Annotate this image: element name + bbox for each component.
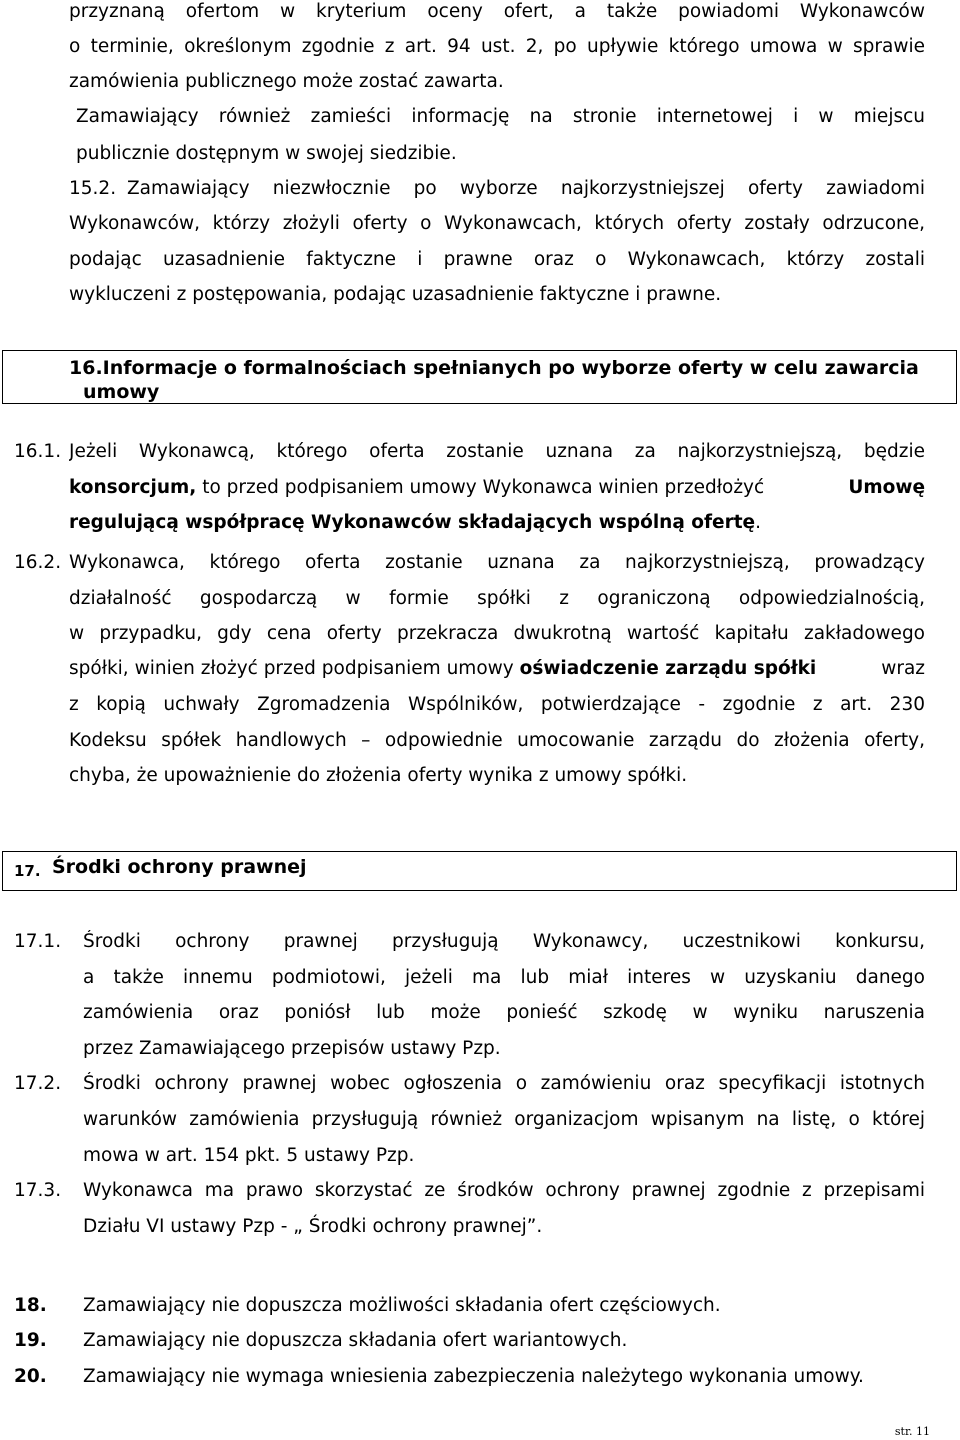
section-20-number: 20. bbox=[14, 1366, 47, 1387]
section-16-1-number: 16.1. bbox=[14, 441, 62, 462]
section-16-1-line-3 bbox=[69, 511, 761, 535]
intro-line-2: o terminie, określonym zgodnie z art. 94 ust. 2, po upływie którego umowa w sprawie bbox=[69, 36, 925, 57]
section-16-1-line-2 bbox=[69, 476, 925, 500]
section-15-2-line-4: wykluczeni z postępowania, podając uzasadnienie faktyczne i prawne. bbox=[69, 284, 722, 305]
section-17-1-line-4: przez Zamawiającego przepisów ustawy Pzp. bbox=[83, 1038, 501, 1059]
section-16-2-line-3: w przypadku, gdy cena oferty przekracza dwukrotną wartość kapitału zakładowego bbox=[69, 623, 925, 644]
section-17-2-line-1: Środki ochrony prawnej wobec ogłoszenia o zamówieniu oraz specyfikacji istotnych bbox=[83, 1073, 925, 1094]
section-18-text: Zamawiający nie dopuszcza możliwości składania ofert częściowych. bbox=[83, 1295, 721, 1316]
section-15-2-line-1: Zamawiający niezwłocznie po wyborze najkorzystniejszej oferty zawiadomi bbox=[127, 178, 925, 199]
section-16-1-line-1: Jeżeli Wykonawcą, którego oferta zostanie uznana za najkorzystniejszą, będzie bbox=[69, 441, 925, 462]
section-16-2-line-4-text: spółki, winien złożyć przed podpisaniem umowy bbox=[69, 658, 520, 679]
intro-line-1: przyznaną ofertom w kryterium oceny ofert, a także powiadomi Wykonawców bbox=[69, 1, 925, 22]
section-17-2-line-3: mowa w art. 154 pkt. 5 ustawy Pzp. bbox=[83, 1145, 415, 1166]
section-17-3-line-1: Wykonawca ma prawo skorzystać ze środków ochrony prawnej zgodnie z przepisami bbox=[83, 1180, 925, 1201]
section-16-2-line-2: działalność gospodarczą w formie spółki z ograniczoną odpowiedzialnością, bbox=[69, 588, 925, 609]
intro-line-5: publicznie dostępnym w swojej siedzibie. bbox=[76, 143, 457, 164]
section-17-2-line-2: warunków zamówienia przysługują również organizacjom wpisanym na listę, o której bbox=[83, 1109, 925, 1130]
section-16-1-line-2-text: to przed podpisaniem umowy Wykonawca winien przedłożyć bbox=[196, 477, 771, 498]
intro-line-4: Zamawiający również zamieści informację na stronie internetowej i w miejscu bbox=[76, 106, 925, 127]
agreement-term: Umowę bbox=[848, 477, 925, 498]
section-15-2-line-3: podając uzasadnienie faktyczne i prawne oraz o Wykonawcach, którzy zostali bbox=[69, 249, 925, 270]
page-number: str. 11 bbox=[894, 1425, 930, 1438]
section-16-2-line-6: Kodeksu spółek handlowych – odpowiednie umocowanie zarządu do złożenia oferty, bbox=[69, 730, 925, 751]
section-16-2-line-5: z kopią uchwały Zgromadzenia Wspólników, potwierdzające - zgodnie z art. 230 bbox=[69, 694, 925, 715]
section-15-2-line-2: Wykonawców, którzy złożyli oferty o Wykonawcach, których oferty zostały odrzucone, bbox=[69, 213, 925, 234]
section-17-heading-title: Środki ochrony prawnej bbox=[52, 856, 307, 878]
management-statement-term: oświadczenie zarządu spółki bbox=[519, 658, 817, 679]
intro-line-3: zamówienia publicznego może zostać zawarta. bbox=[69, 71, 504, 92]
section-16-heading-line-2: umowy bbox=[83, 381, 160, 403]
section-16-2-line-1: Wykonawca, którego oferta zostanie uznana za najkorzystniejszą, prowadzący bbox=[69, 552, 925, 573]
section-19-number: 19. bbox=[14, 1330, 47, 1351]
section-15-2-number: 15.2. bbox=[69, 178, 117, 199]
section-20-text: Zamawiający nie wymaga wniesienia zabezpieczenia należytego wykonania umowy. bbox=[83, 1366, 864, 1387]
section-17-3-line-2: Działu VI ustawy Pzp - „ Środki ochrony prawnej”. bbox=[83, 1216, 543, 1237]
section-16-heading-line-1: 16.Informacje o formalnościach spełnianych po wyborze oferty w celu zawarcia bbox=[69, 357, 919, 379]
section-17-1-line-1: Środki ochrony prawnej przysługują Wykonawcy, uczestnikowi konkursu, bbox=[83, 931, 925, 952]
section-17-1-line-2: a także innemu podmiotowi, jeżeli ma lub miał interes w uzyskaniu danego bbox=[83, 967, 925, 988]
section-16-2-line-4-end: wraz bbox=[875, 658, 925, 679]
section-17-3-number: 17.3. bbox=[14, 1180, 62, 1201]
cooperation-agreement-term: regulującą współpracę Wykonawców składających wspólną ofertę bbox=[69, 512, 756, 533]
section-16-2-line-7: chyba, że upoważnienie do złożenia oferty wynika z umowy spółki. bbox=[69, 765, 688, 786]
section-17-2-number: 17.2. bbox=[14, 1073, 62, 1094]
section-17-1-number: 17.1. bbox=[14, 931, 62, 952]
section-16-2-line-4 bbox=[69, 657, 925, 681]
section-18-number: 18. bbox=[14, 1295, 47, 1316]
section-19-text: Zamawiający nie dopuszcza składania ofert wariantowych. bbox=[83, 1330, 628, 1351]
consortium-term: konsorcjum, bbox=[69, 477, 197, 498]
section-17-heading-number: 17. bbox=[14, 862, 41, 880]
section-17-1-line-3: zamówienia oraz poniósł lub może ponieść szkodę w wyniku naruszenia bbox=[83, 1002, 925, 1023]
section-16-2-number: 16.2. bbox=[14, 552, 62, 573]
section-16-1-period: . bbox=[755, 512, 761, 533]
